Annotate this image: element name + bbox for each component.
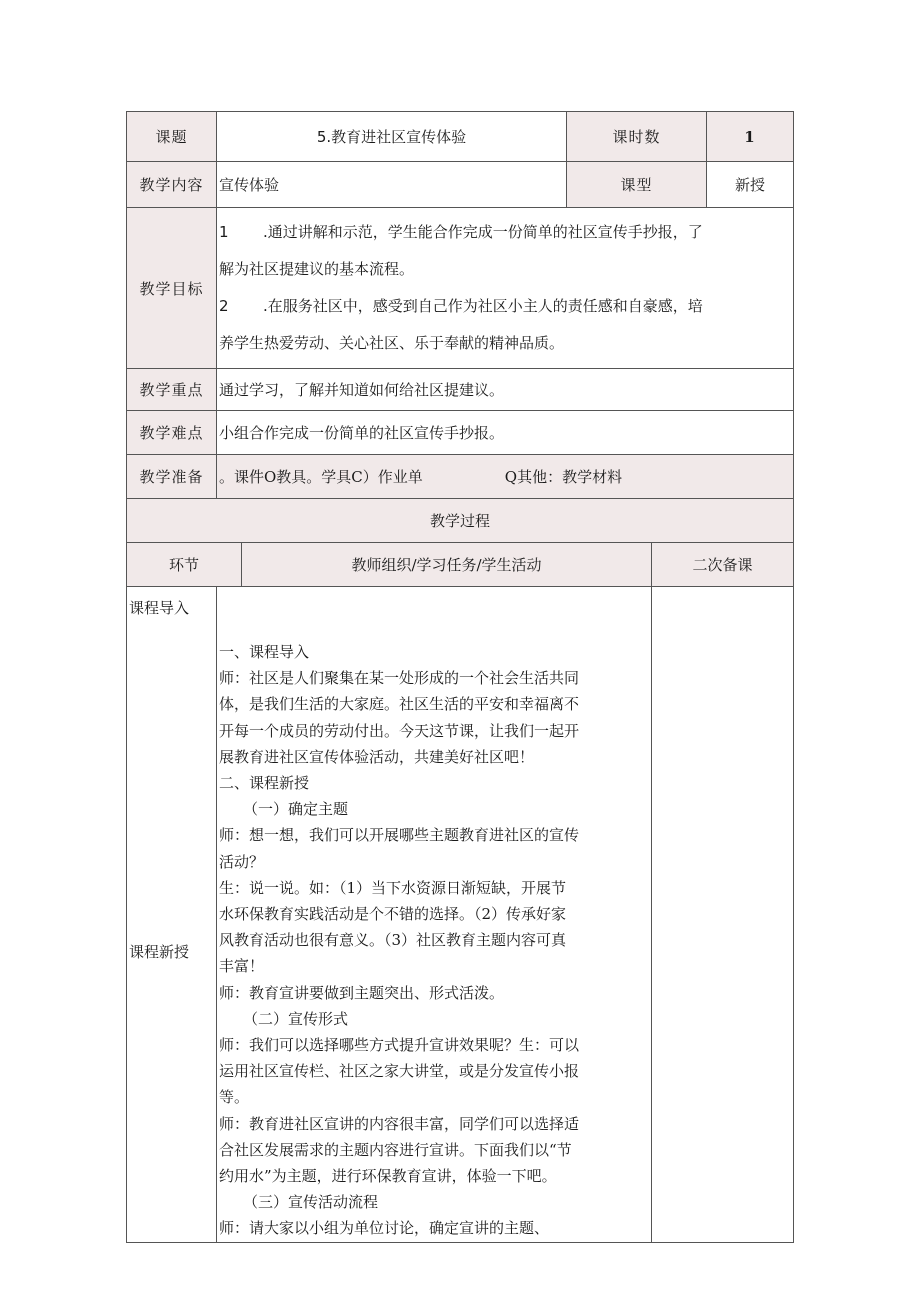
process-title: 教学过程 xyxy=(127,499,794,543)
preparation-other: Q其他：教学材料 xyxy=(504,468,623,486)
activity-line: 展教育进社区宣传体验活动，共建美好社区吧！ xyxy=(219,747,535,766)
stage-new-label: 课程新授 xyxy=(129,943,190,961)
content-value: 宣传体验 xyxy=(217,162,567,208)
preparation-value xyxy=(217,455,794,499)
activity-line: 体，是我们生活的大家庭。社区生活的平安和幸福离不 xyxy=(219,695,580,714)
process-body-row xyxy=(127,587,794,1243)
col-notes-header: 二次备课 xyxy=(652,543,794,587)
notes-cell xyxy=(652,587,794,1243)
activity-line: 师：教育进社区宣讲的内容很丰富，同学们可以选择适 xyxy=(219,1114,580,1133)
key-point-value: 通过学习，了解并知道如何给社区提建议。 xyxy=(217,369,794,411)
preparation-items: 。课件O教具。学具C）作业单 xyxy=(219,468,423,486)
col-stage-header: 环节 xyxy=(127,543,242,587)
activity-cell xyxy=(217,587,652,1243)
hours-label: 课时数 xyxy=(567,112,707,162)
activity-line: 师：教育宣讲要做到主题突出、形式活泼。 xyxy=(219,983,505,1002)
hours-value: 1 xyxy=(707,112,794,162)
activity-line: 一、课程导入 xyxy=(219,643,310,661)
activity-line: 师：请大家以小组为单位讨论，确定宣讲的主题、 xyxy=(219,1219,550,1238)
topic-value: 5.教育进社区宣传体验 xyxy=(217,112,567,162)
preparation-label: 教学准备 xyxy=(127,455,217,499)
objectives-list xyxy=(217,208,794,369)
activity-line: 丰富！ xyxy=(219,957,265,976)
objective-item-cont: 养学生热爱劳动、关心社区、乐于奉献的精神品质。 xyxy=(219,334,565,352)
key-point-label: 教学重点 xyxy=(127,369,217,411)
preparation-row xyxy=(127,455,794,499)
activity-line: 师：我们可以选择哪些方式提升宣讲效果呢？生：可以 xyxy=(219,1036,580,1055)
difficulty-row xyxy=(127,411,794,455)
stage-cell xyxy=(127,587,217,1243)
difficulty-label: 教学难点 xyxy=(127,411,217,455)
activity-line: 等。 xyxy=(219,1088,250,1107)
type-value: 新授 xyxy=(707,162,794,208)
activity-line: 师：社区是人们聚集在某一处形成的一个社会生活共同 xyxy=(219,669,580,688)
key-point-row xyxy=(127,369,794,411)
activity-line: 二、课程新授 xyxy=(219,774,310,793)
activity-line: 水环保教育实践活动是个不错的选择。（2）传承好家 xyxy=(219,905,567,924)
objective-item: 2 .在服务社区中，感受到自己作为社区小主人的责任感和自豪感，培 xyxy=(219,297,703,315)
activity-line: 运用社区宣传栏、社区之家大讲堂，或是分发宣传小报 xyxy=(219,1062,580,1081)
stage-intro-label: 课程导入 xyxy=(129,599,190,617)
objective-item-cont: 解为社区提建议的基本流程。 xyxy=(219,260,415,278)
activity-subheading: （二）宣传形式 xyxy=(243,1009,349,1028)
activity-line: 生：说一说。如：（1）当下水资源日渐短缺，开展节 xyxy=(219,878,567,897)
process-header-row xyxy=(127,543,794,587)
topic-label: 课题 xyxy=(127,112,217,162)
activity-line: 风教育活动也很有意义。（3）社区教育主题内容可真 xyxy=(219,931,567,950)
content-label: 教学内容 xyxy=(127,162,217,208)
activity-line: 师：想一想，我们可以开展哪些主题教育进社区的宣传 xyxy=(219,826,580,845)
activity-line: 合社区发展需求的主题内容进行宣讲。下面我们以“节 xyxy=(219,1140,572,1159)
col-activity-header: 教师组织/学习任务/学生活动 xyxy=(242,543,652,587)
activity-line: 开每一个成员的劳动付出。今天这节课，让我们一起开 xyxy=(219,721,580,740)
activity-line: 活动？ xyxy=(219,852,265,871)
activity-subheading: （一）确定主题 xyxy=(243,800,349,819)
process-title-row xyxy=(127,499,794,543)
difficulty-value: 小组合作完成一份简单的社区宣传手抄报。 xyxy=(217,411,794,455)
objective-item: 1 .通过讲解和示范，学生能合作完成一份简单的社区宣传手抄报，了 xyxy=(219,223,703,241)
activity-subheading: （三）宣传活动流程 xyxy=(243,1193,379,1212)
activity-line: 约用水”为主题，进行环保教育宣讲，体验一下吧。 xyxy=(219,1167,557,1186)
topic-row xyxy=(127,112,794,162)
lesson-plan-table xyxy=(126,111,794,1243)
type-label: 课型 xyxy=(567,162,707,208)
objectives-row xyxy=(127,208,794,369)
content-row xyxy=(127,162,794,208)
objectives-label: 教学目标 xyxy=(127,208,217,369)
